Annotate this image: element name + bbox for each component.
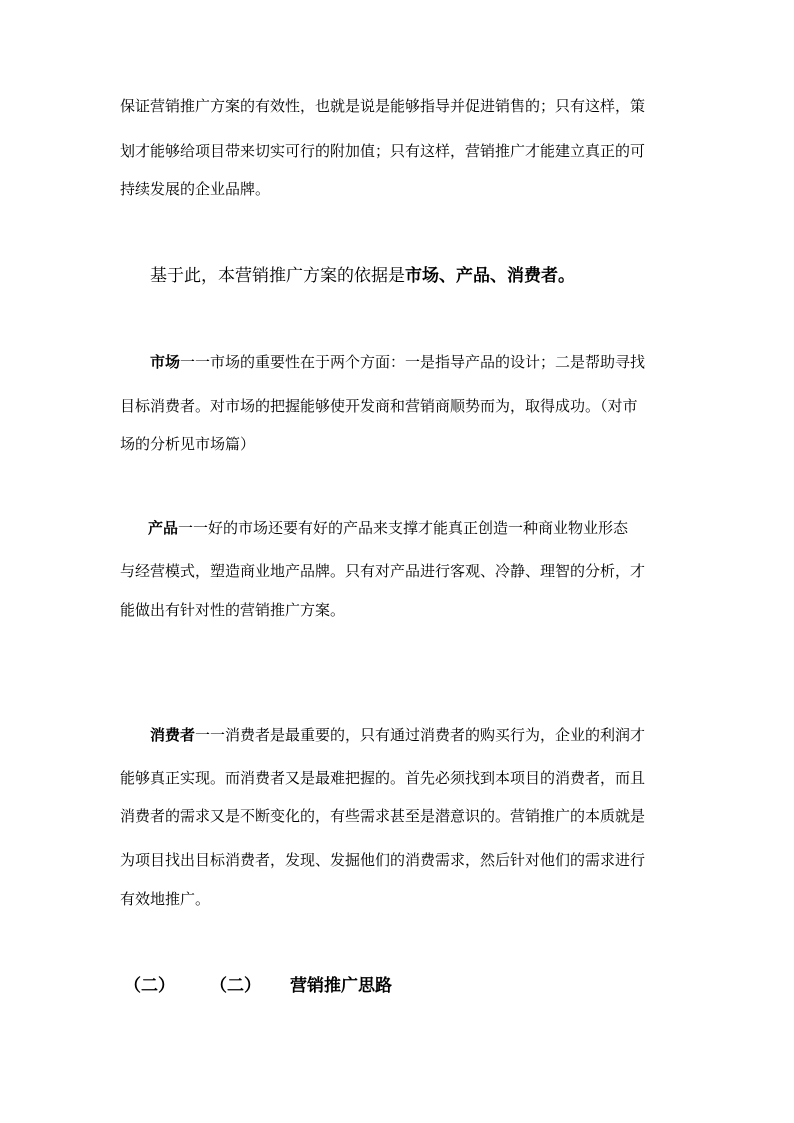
heading-title: 营销推广思路: [290, 976, 392, 996]
paragraph-2-prefix: 基于此，本营销推广方案的依据是: [150, 266, 405, 286]
paragraph-3-term: 市场: [150, 353, 181, 371]
paragraph-5-line-5: 有效地推广。: [120, 890, 211, 908]
paragraph-1-line-2: 划才能够给项目带来切实可行的附加值；只有这样，营销推广才能建立真正的可: [120, 142, 646, 160]
paragraph-5-term: 消费者: [150, 726, 196, 744]
paragraph-3-line-1: [150, 352, 645, 372]
paragraph-4-line-1: [148, 518, 628, 538]
paragraph-3-line-3: 场的分析见市场篇）: [120, 435, 256, 453]
heading-number-2: （二）: [210, 976, 261, 996]
paragraph-3-line-2: 目标消费者。对市场的把握能够使开发商和营销商顺势而为，取得成功。（对市: [120, 397, 638, 415]
paragraph-5-line-3: 消费者的需求又是不断变化的，有些需求甚至是潜意识的。营销推广的本质就是: [120, 807, 646, 825]
paragraph-5-line-2: 能够真正实现。而消费者又是最难把握的。首先必须找到本项目的消费者，而且: [120, 769, 646, 787]
paragraph-4-line-1-rest: 一一好的市场还要有好的产品来支撑才能真正创造一种商业物业形态: [178, 519, 629, 537]
paragraph-2: [150, 266, 575, 286]
paragraph-3-line-1-rest: 一一市场的重要性在于两个方面：一是指导产品的设计；二是帮助寻找: [180, 353, 646, 371]
paragraph-1-line-1: 保证营销推广方案的有效性，也就是说是能够指导并促进销售的；只有这样，策: [120, 97, 646, 115]
paragraph-4-term: 产品: [148, 519, 179, 537]
section-heading: [124, 974, 392, 998]
paragraph-5-line-1: [150, 725, 645, 745]
paragraph-1-line-3: 持续发展的企业品牌。: [120, 180, 271, 198]
paragraph-5-line-1-rest: 一一消费者是最重要的，只有通过消费者的购买行为，企业的利润才: [195, 726, 646, 744]
paragraph-4-line-3: 能做出有针对性的营销推广方案。: [120, 601, 346, 619]
paragraph-4-line-2: 与经营模式，塑造商业地产品牌。只有对产品进行客观、冷静、理智的分析，才: [120, 562, 646, 580]
paragraph-5-line-4: 为项目找出目标消费者，发现、发掘他们的消费需求，然后针对他们的需求进行: [120, 851, 646, 869]
heading-number-1: （二）: [124, 976, 175, 996]
paragraph-2-emphasis: 市场、产品、消费者。: [405, 266, 575, 286]
